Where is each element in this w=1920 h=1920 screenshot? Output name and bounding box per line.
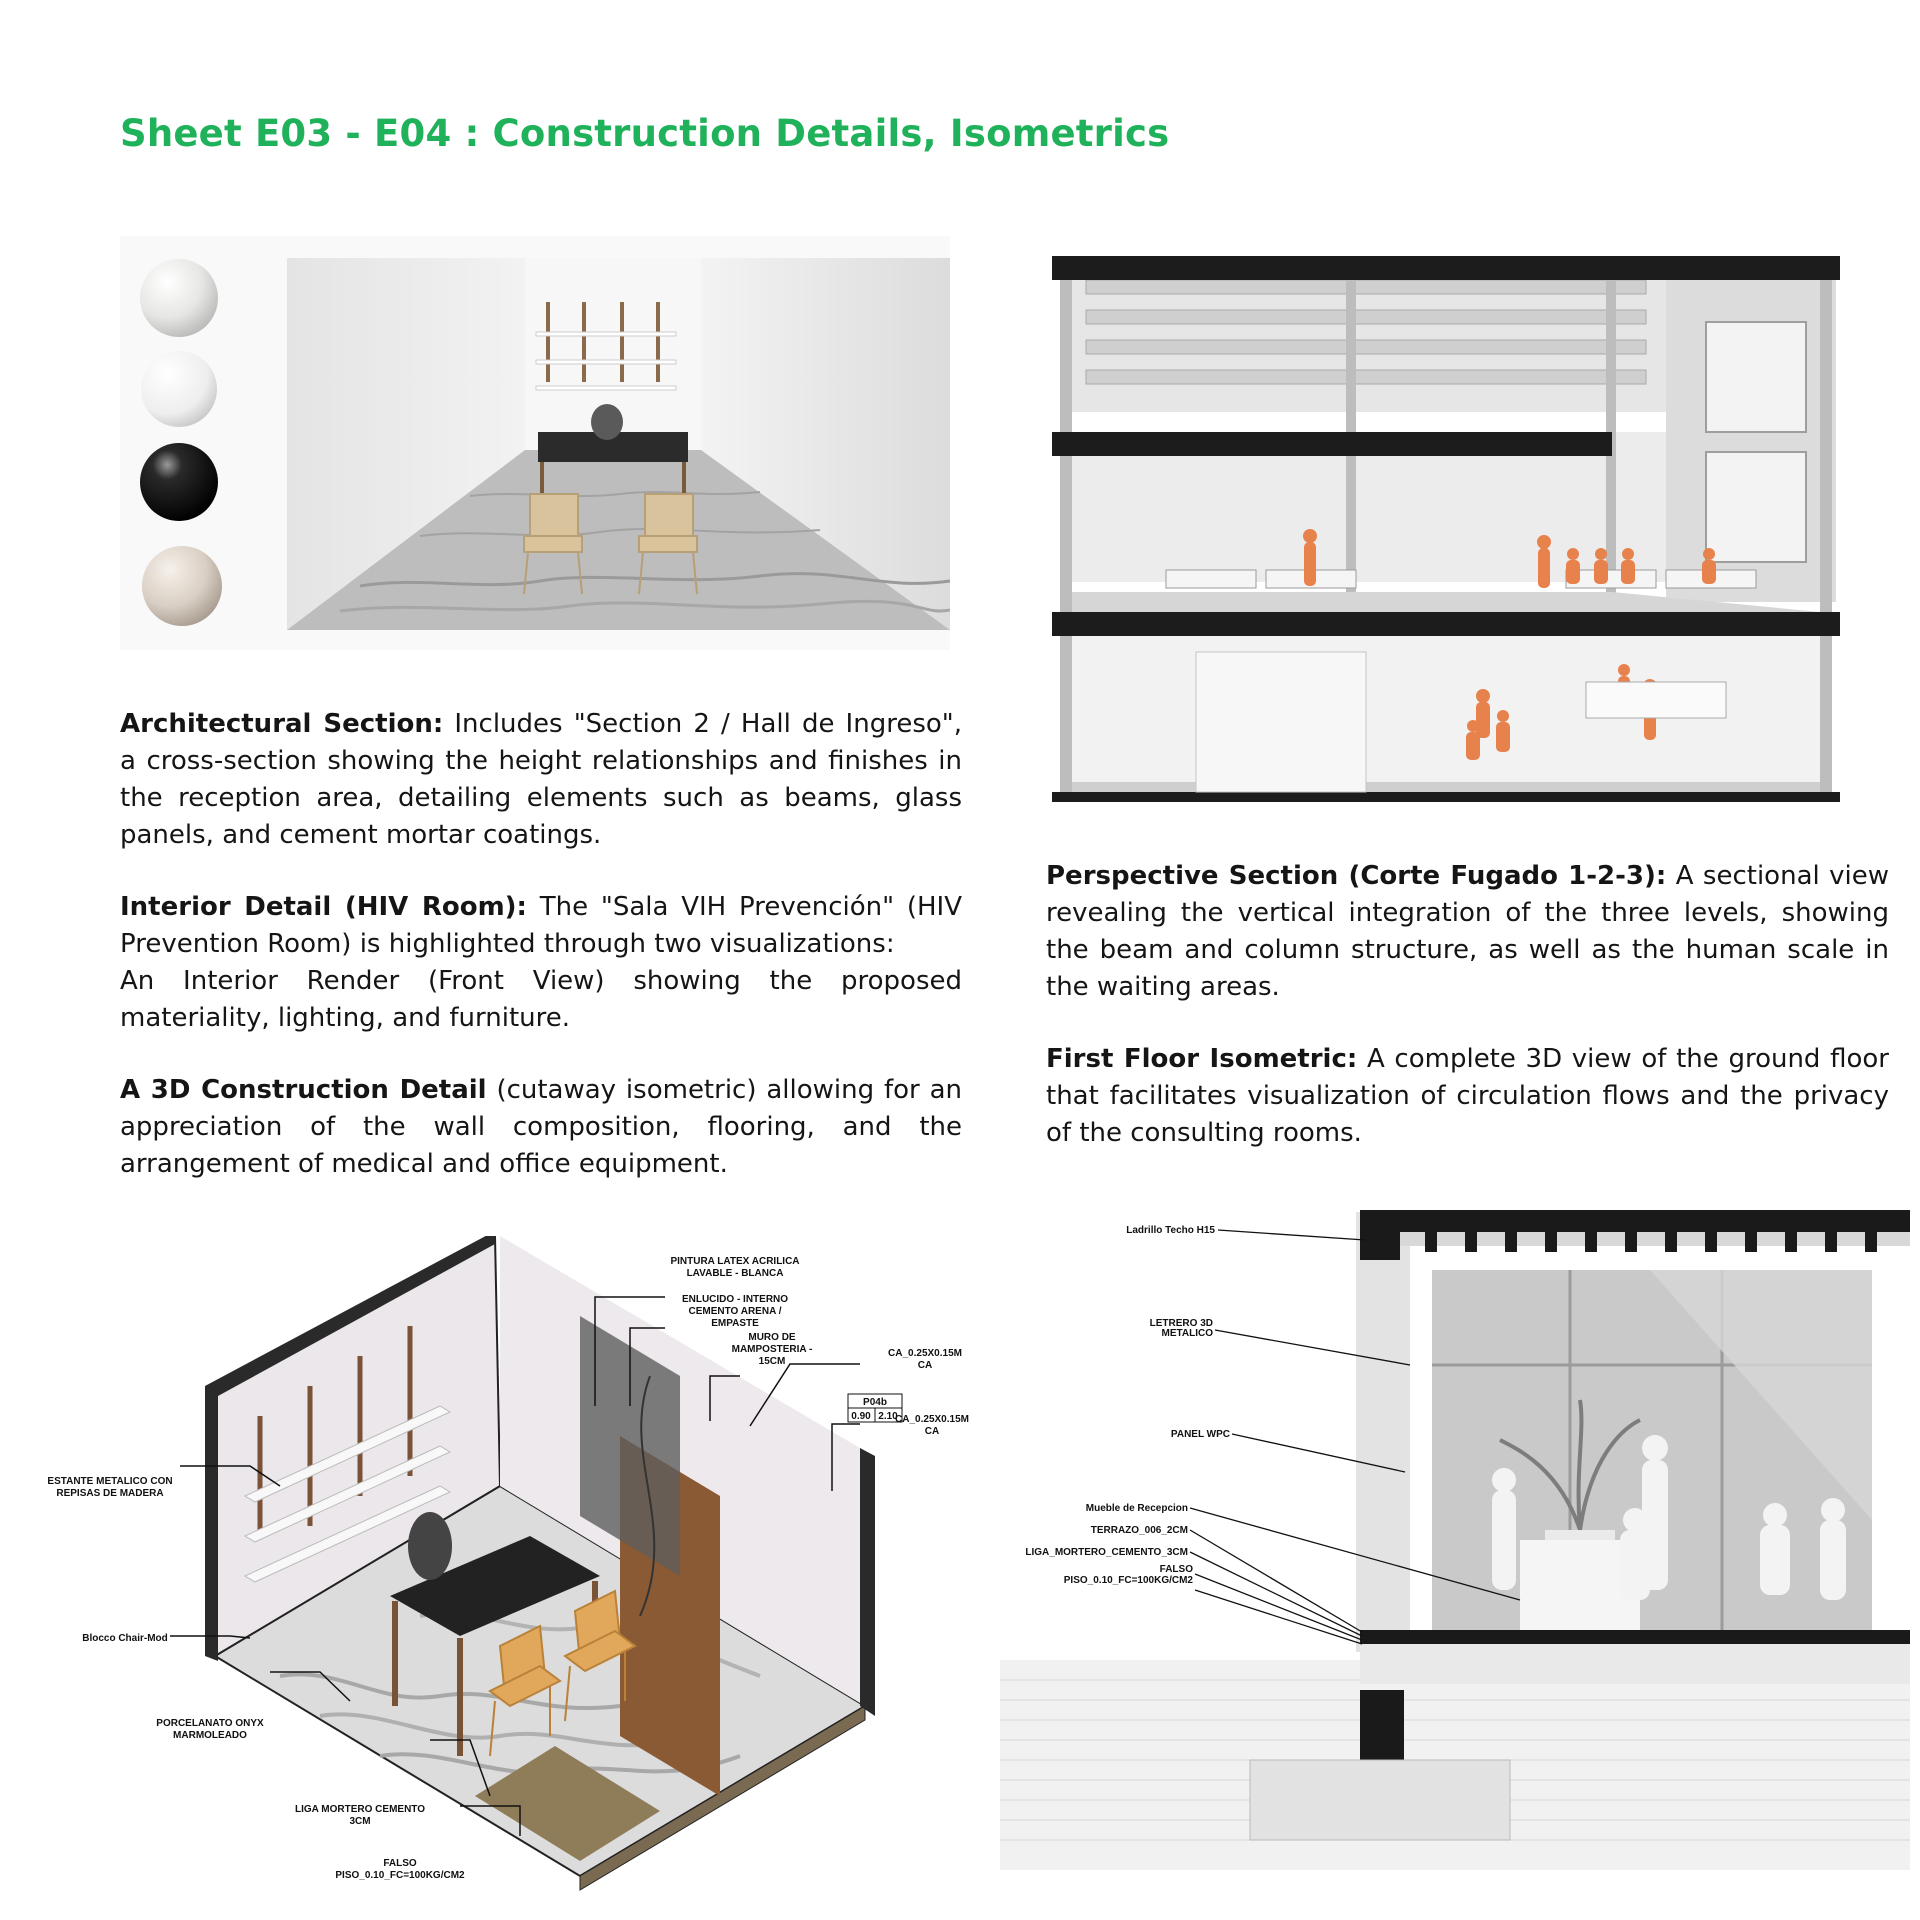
svg-text:P04b: P04b: [863, 1397, 887, 1408]
perspective-section: [1046, 252, 1846, 812]
construction-detail-paragraph: A 3D Construction Detail (cutaway isometric) allowing for an appreciation of the wall composition, flooring, and the arrangement of medical and office equipment.: [120, 1075, 962, 1179]
svg-text:Blocco Chair-Mod: Blocco Chair-Mod: [82, 1633, 168, 1644]
svg-text:PORCELANATO ONYXMARMOLEADO: PORCELANATO ONYX MARMOLEADO: [156, 1718, 264, 1741]
arch-section-paragraph: Architectural Section: Includes "Section 2 / Hall de Ingreso", a cross-section showing the height relationships and finishes in the reception area, detailing elements such as beams, glass panels, and cement mortar coatings.: [120, 709, 962, 850]
door-tag: [848, 1394, 902, 1422]
interior-render: [287, 258, 950, 630]
svg-text:FALSOPISO_0.10_FC=100KG/CM2: FALSO PISO_0.10_FC=100KG/CM2: [1063, 1564, 1193, 1586]
svg-text:LIGA MORTERO CEMENTO3CM: LIGA MORTERO CEMENTO 3CM: [295, 1804, 425, 1827]
first-floor-paragraph: First Floor Isometric: A complete 3D view of the ground floor that facilitates visualization of circulation flows and the privacy of the consulting rooms.: [1046, 1044, 1889, 1148]
svg-text:ESTANTE METALICO CONREPISAS DE: ESTANTE METALICO CON REPISAS DE MADERA: [47, 1476, 173, 1499]
svg-text:2.10: 2.10: [878, 1411, 898, 1422]
svg-text:CA_0.25X0.15MCA: CA_0.25X0.15M CA: [895, 1414, 969, 1437]
right-description: [1046, 858, 1889, 1187]
interior-render-panel: [120, 236, 950, 650]
svg-text:CA_0.25X0.15MCA: CA_0.25X0.15M CA: [888, 1348, 962, 1371]
marble-swatch: [140, 259, 218, 337]
svg-text:PANEL WPC: PANEL WPC: [1170, 1429, 1230, 1440]
svg-text:LIGA_MORTERO_CEMENTO_3CM: LIGA_MORTERO_CEMENTO_3CM: [1025, 1547, 1188, 1558]
wood-swatch: [142, 546, 222, 626]
svg-text:MURO DEMAMPOSTERIA -15CM: MURO DE MAMPOSTERIA -15CM: [731, 1332, 813, 1367]
svg-text:Ladrillo Techo H15: Ladrillo Techo H15: [1126, 1225, 1215, 1236]
isometric-detail: [20, 1236, 980, 1896]
section-detail: [1000, 1190, 1910, 1870]
svg-text:0.90: 0.90: [851, 1411, 871, 1422]
page-title: Sheet E03 - E04 : Construction Details, Isometrics: [120, 112, 1170, 155]
interior-detail-paragraph: Interior Detail (HIV Room): The "Sala VIH Prevención" (HIV Prevention Room) is highlighted through two visualizations: An Interior Render (Front View) showing the proposed materiality, lighting, and furniture.: [120, 892, 962, 1033]
svg-text:ENLUCIDO - INTERNOCEMENTO AREN: ENLUCIDO - INTERNO CEMENTO ARENA / EMPASTE: [681, 1294, 789, 1329]
perspective-section-paragraph: Perspective Section (Corte Fugado 1-2-3): A sectional view revealing the vertical integration of the three levels, showing the beam and column structure, as well as the human scale in the waiting areas.: [1046, 861, 1890, 1002]
black-swatch: [140, 443, 218, 521]
white-swatch: [141, 351, 217, 427]
left-description: [120, 706, 962, 1218]
svg-text:FALSOPISO_0.10_FC=100KG/CM2: FALSO PISO_0.10_FC=100KG/CM2: [335, 1858, 465, 1881]
svg-text:LETRERO 3DMETALICO: LETRERO 3D METALICO: [1149, 1318, 1213, 1339]
svg-text:Mueble de Recepcion: Mueble de Recepcion: [1085, 1503, 1188, 1514]
svg-text:PINTURA LATEX ACRILICALAVABLE: PINTURA LATEX ACRILICA LAVABLE - BLANCA: [670, 1256, 800, 1279]
svg-text:TERRAZO_006_2CM: TERRAZO_006_2CM: [1090, 1525, 1188, 1536]
